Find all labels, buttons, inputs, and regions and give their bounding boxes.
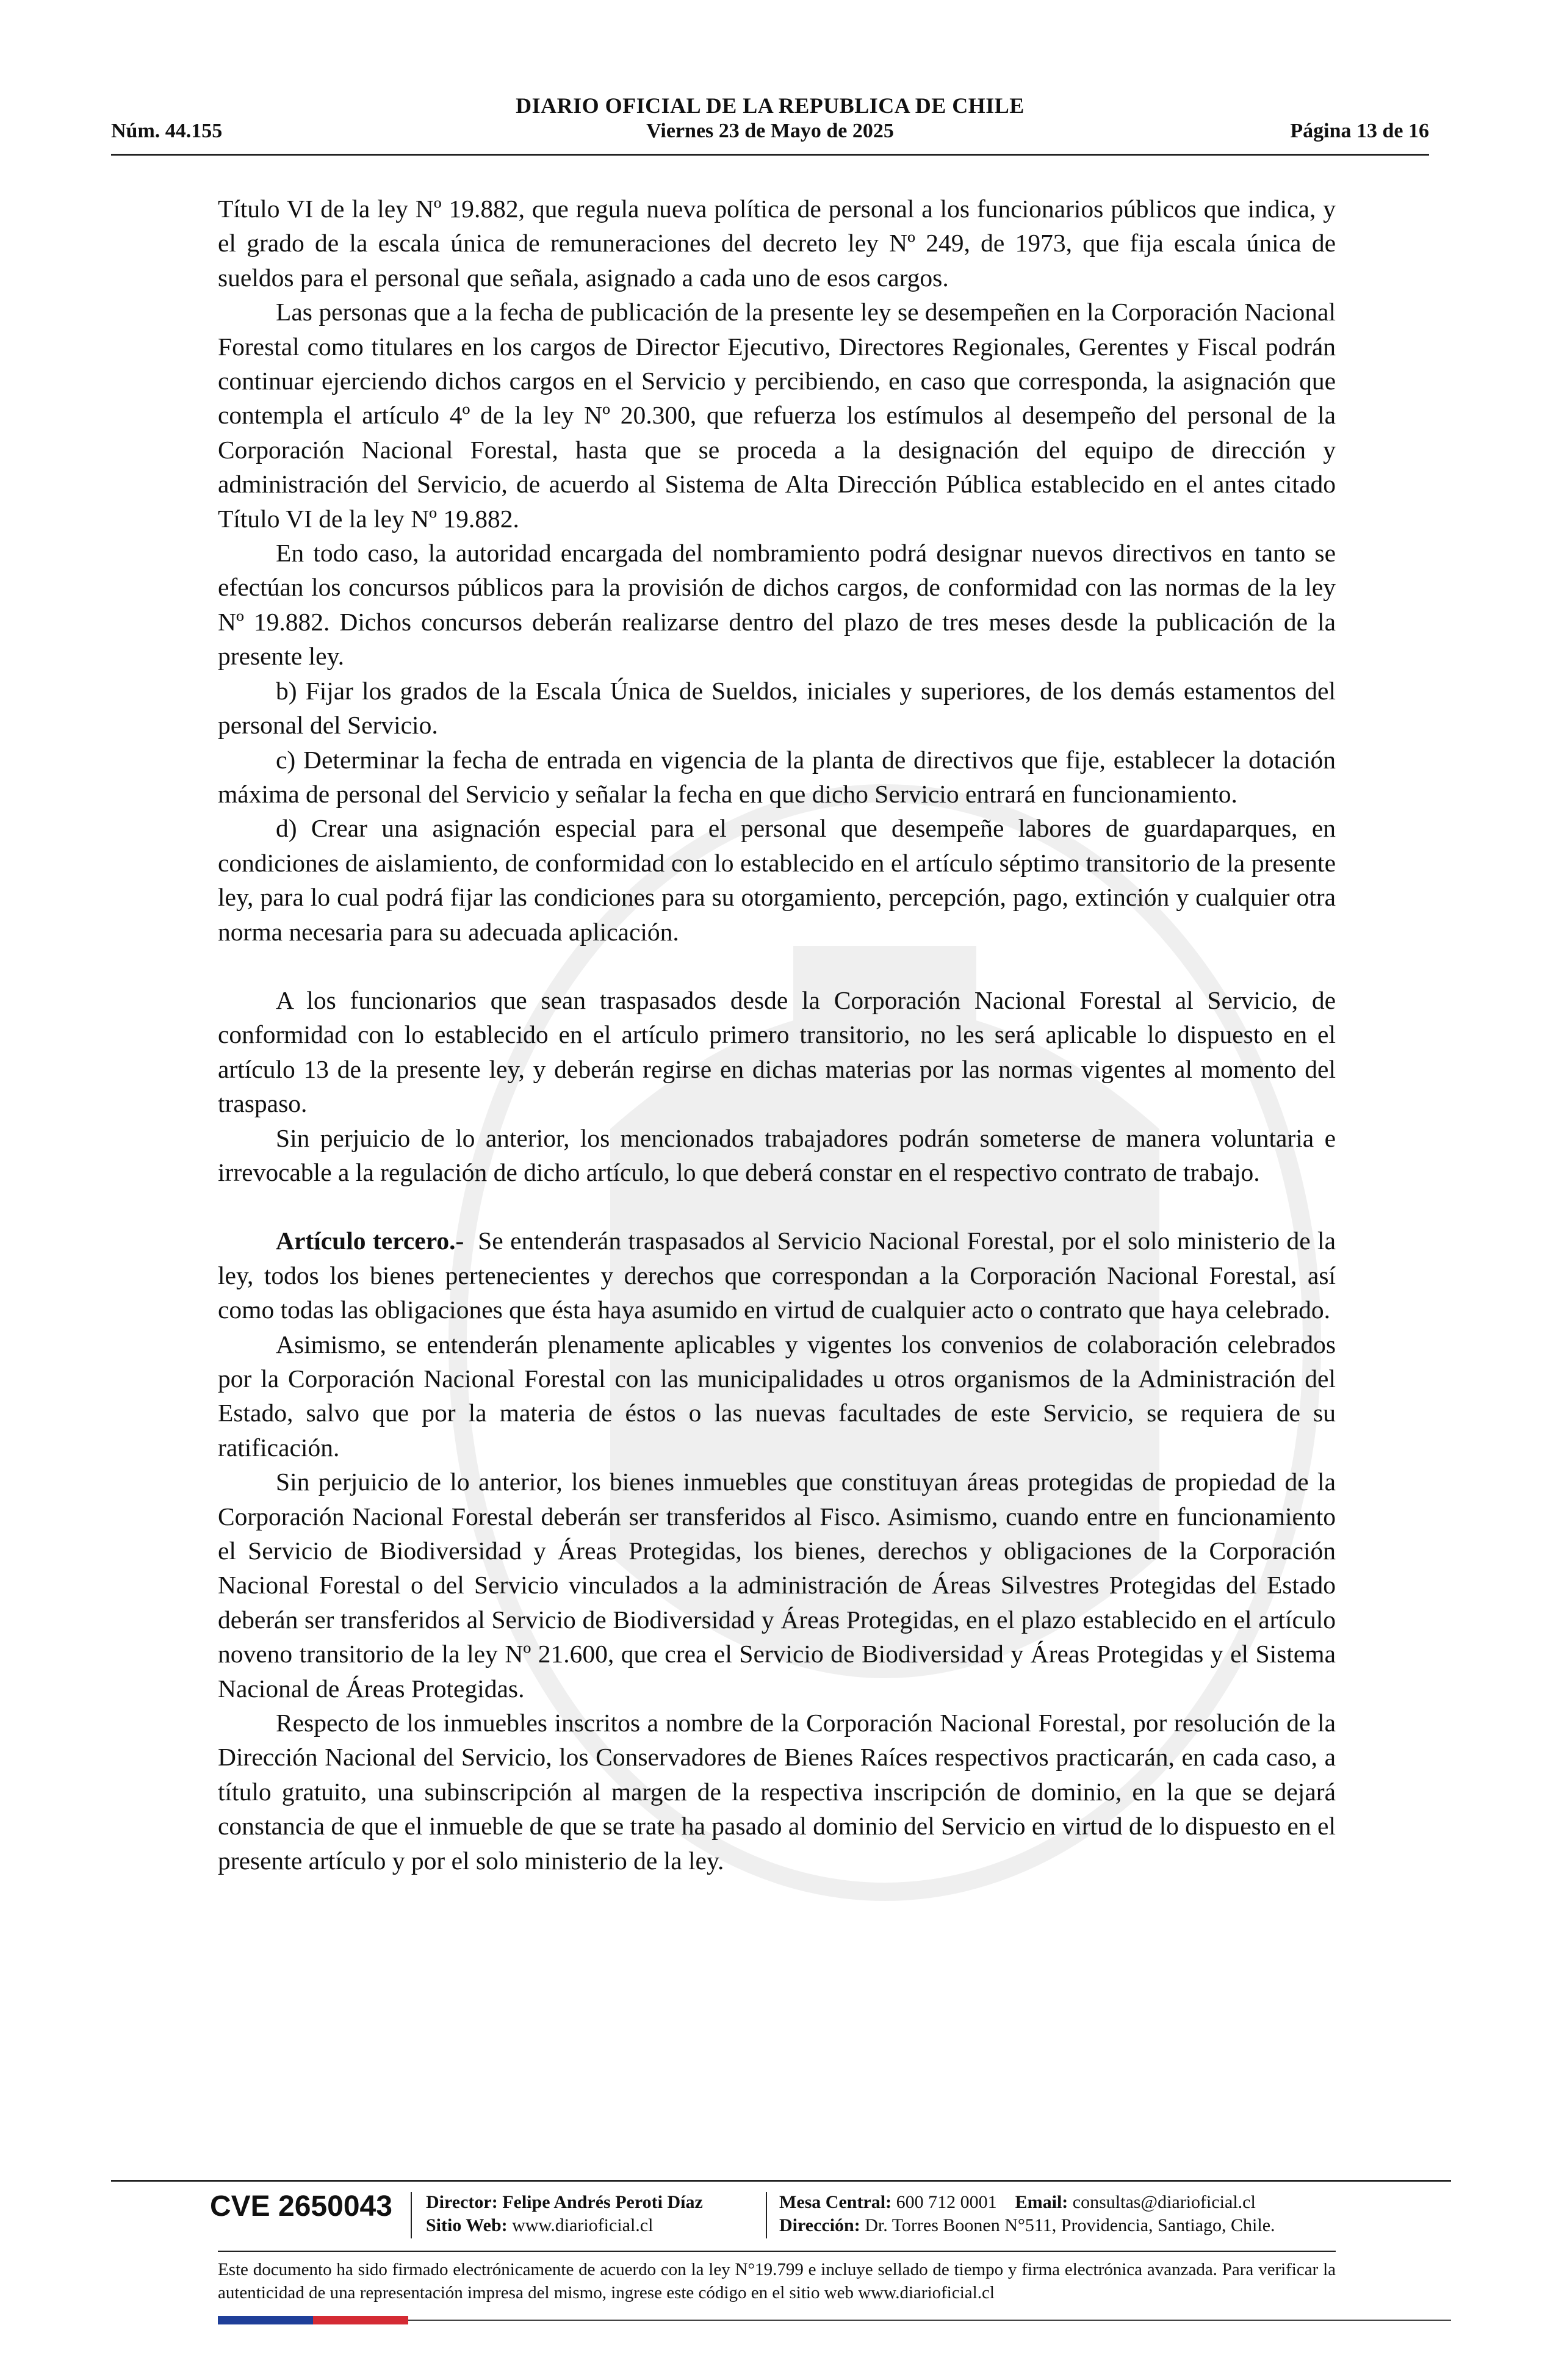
paragraph: Asimismo, se entenderán plenamente aplicables y vigentes los convenios de colaboración celebrados por la Corporación Nacional Forestal con las municipalidades u otros organismos de la Administración del Estado, salvo que por la materia de éstos o las nuevas facultades de este Servicio, se requiera de su ratificación. <box>218 1330 1336 1462</box>
paragraph: Las personas que a la fecha de publicación de la presente ley se desempeñen en la Corporación Nacional Forestal como titulares en los cargos de Director Ejecutivo, Directores Regionales, Gerentes y Fiscal podrán continuar ejerciendo dichos cargos en el Servicio y percibiendo, en caso que corresponda, la asignación que contempla el artículo 4º de la ley Nº 20.300, que refuerza los estímulos al desempeño del personal de la Corporación Nacional Forestal, hasta que se proceda a la designación del equipo de dirección y administración del Servicio, de acuerdo al Sistema de Alta Dirección Pública establecido en el antes citado Título VI de la ley Nº 19.882. <box>218 298 1336 533</box>
footer-divider <box>218 2251 1336 2252</box>
paragraph: A los funcionarios que sean traspasados desde la Corporación Nacional Forestal al Servicio, de conformidad con lo establecido en el artículo primero transitorio, no les será aplicable lo dispuesto en el artículo 13 de la presente ley, y deberán regirse en dichas materias por las normas vigentes al momento del traspaso. <box>218 986 1336 1118</box>
flag-blue-stripe <box>218 2316 313 2324</box>
article-text: Se entenderán traspasados al Servicio Nacional Forestal, por el solo ministerio de la ley, todos los bienes pertenecientes y derechos que correspondan a la Corporación Nacional Forestal, así como todas las obligaciones que ésta haya asumido en virtud de cualquier acto o contrato que haya celebrado. <box>218 1227 1336 1324</box>
issue-date: Viernes 23 de Mayo de 2025 <box>646 120 894 142</box>
paragraph: Sin perjuicio de lo anterior, los bienes inmuebles que constituyan áreas protegidas de propiedad de la Corporación Nacional Forestal deberán ser transferidos al Fisco. Asimismo, cuando entre en funcionamiento el Servicio de Biodiversidad y Áreas Protegidas, los bienes, derechos y obligaciones de la Corporación Nacional Forestal o del Servicio vinculados a la administración de Áreas Silvestres Protegidas del Estado deberán ser transferidos al Servicio de Biodiversidad y Áreas Protegidas, en el plazo establecido en el artículo noveno transitorio de la ley Nº 21.600, que crea el Servicio de Biodiversidad y Áreas Protegidas y el Sistema Nacional de Áreas Protegidas. <box>218 1468 1336 1703</box>
email-link[interactable]: consultas@diarioficial.cl <box>1072 2192 1256 2212</box>
issue-number: Núm. 44.155 <box>111 120 223 142</box>
paragraph: d) Crear una asignación especial para el personal que desempeñe labores de guardaparques, en condiciones de aislamiento, de conformidad con lo establecido en el artículo séptimo transitorio de la presente ley, para lo cual podrá fijar las condiciones para su otorgamiento, percepción, pago, extinción y cualquier otra norma necesaria para su adecuada aplicación. <box>218 814 1336 946</box>
footer-bottom-divider <box>408 2320 1451 2321</box>
address-value: Dr. Torres Boonen N°511, Providencia, Santiago, Chile. <box>865 2215 1275 2235</box>
document-body <box>218 192 1336 1878</box>
footer-contact-info <box>779 2191 1438 2237</box>
paragraph: b) Fijar los grados de la Escala Única de Sueldos, iniciales y superiores, de los demás estamentos del personal del Servicio. <box>218 676 1336 740</box>
footer-separator <box>766 2192 767 2238</box>
paragraph: Respecto de los inmuebles inscritos a nombre de la Corporación Nacional Forestal, por resolución de la Dirección Nacional del Servicio, los Conservadores de Bienes Raíces respectivos practicarán, en cada caso, a título gratuito, una subinscripción al margen de la respectiva inscripción de dominio, en la que se dejará constancia de que el inmueble de que se trate ha pasado al dominio del Servicio en virtud de lo dispuesto en el presente artículo y por el solo ministerio de la ley. <box>218 1709 1336 1875</box>
signature-note: Este documento ha sido firmado electrónicamente de acuerdo con la ley N°19.799 e incluye sellado de tiempo y firma electrónica avanzada. Para verificar la autenticidad de una representación impresa del mismo, ingrese este código en el sitio web www.diarioficial.cl <box>218 2260 1336 2302</box>
paragraph: Sin perjuicio de lo anterior, los mencionados trabajadores podrán someterse de manera voluntaria e irrevocable a la regulación de dicho artículo, lo que deberá constar en el respectivo contrato de trabajo. <box>218 1123 1336 1186</box>
newspaper-title: DIARIO OFICIAL DE LA REPUBLICA DE CHILE <box>516 93 1025 118</box>
director-name: Felipe Andrés Peroti Díaz <box>502 2192 703 2212</box>
phone-label: Mesa Central: <box>779 2192 892 2212</box>
flag-red-stripe <box>313 2316 408 2324</box>
flag-bar <box>218 2316 408 2324</box>
cve-code: CVE 2650043 <box>210 2190 392 2223</box>
address-label: Dirección: <box>779 2215 860 2235</box>
phone-value: 600 712 0001 <box>896 2192 997 2212</box>
page-number: Página 13 de 16 <box>1290 120 1429 142</box>
header-divider <box>111 154 1429 156</box>
paragraph: c) Determinar la fecha de entrada en vigencia de la planta de directivos que fije, establecer la dotación máxima de personal del Servicio y señalar la fecha en que dicho Servicio entrará en funcionamiento. <box>218 745 1336 808</box>
paragraph: En todo caso, la autoridad encargada del nombramiento podrá designar nuevos directivos en tanto se efectúan los concursos públicos para la provisión de dichos cargos, de conformidad con las normas de la ley Nº 19.882. Dichos concursos deberán realizarse dentro del plazo de tres meses desde la publicación de la presente ley. <box>218 539 1336 671</box>
footer-divider <box>111 2180 1451 2182</box>
footer-separator <box>411 2192 412 2238</box>
site-link[interactable]: www.diarioficial.cl <box>512 2215 654 2235</box>
director-label: Director: <box>426 2192 498 2212</box>
article-title: Artículo tercero.- <box>276 1227 464 1255</box>
email-label: Email: <box>1015 2192 1068 2212</box>
site-label: Sitio Web: <box>426 2215 508 2235</box>
page-header <box>111 93 1429 160</box>
paragraph: Título VI de la ley Nº 19.882, que regula nueva política de personal a los funcionarios públicos que indica, y el grado de la escala única de remuneraciones del decreto ley Nº 249, de 1973, que fija escala única de sueldos para el personal que señala, asignado a cada uno de esos cargos. <box>218 195 1336 292</box>
article-paragraph <box>218 1224 1336 1327</box>
footer-director-info <box>426 2191 703 2237</box>
